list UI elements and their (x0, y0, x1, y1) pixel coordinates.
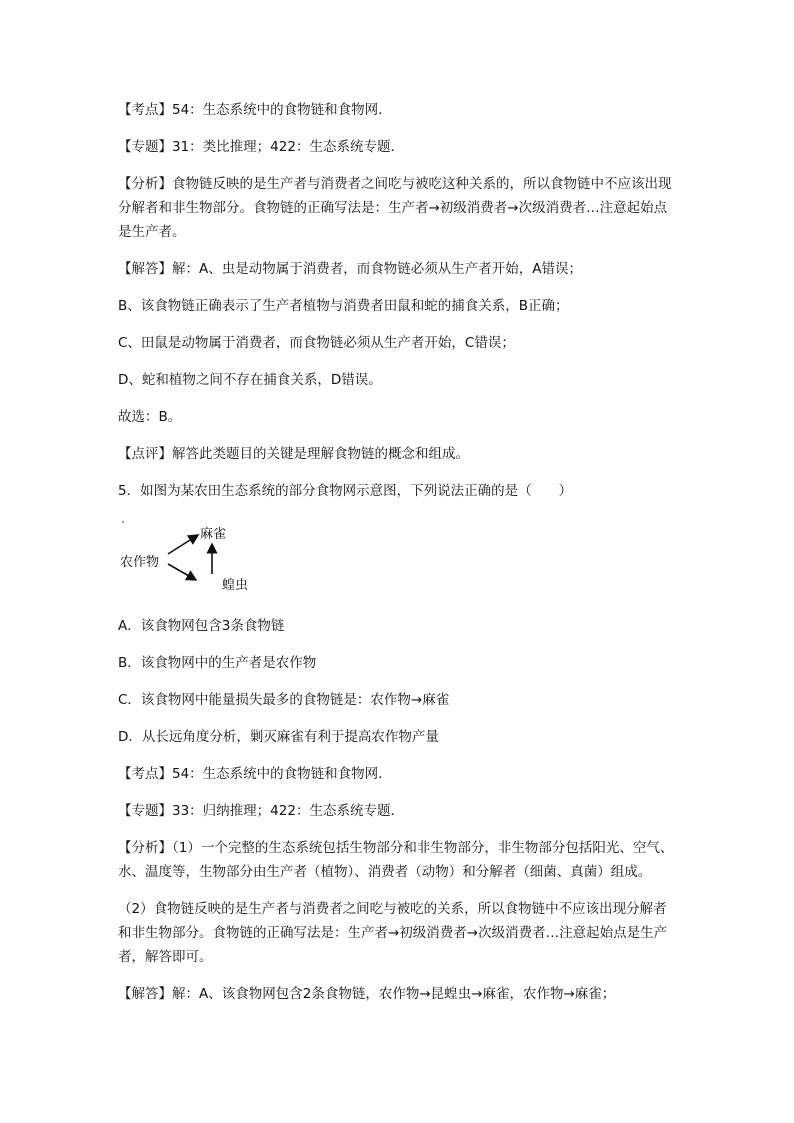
fenxi-text: 食物链反映的是生产者与消费者之间吃与被吃这种关系的，所以食物链中不应该出现分解者和非生物部分。食物链的正确写法是：生产者→初级消费者→次级消费者…注意起始点是生产者。 (118, 176, 672, 240)
option-a (118, 614, 678, 638)
food-web-svg (118, 518, 268, 598)
node-producer: 农作物 (120, 555, 160, 570)
option-a-text: A．该食物网包含3条食物链 (118, 618, 285, 634)
kaodian-paragraph (118, 98, 678, 122)
jieda-paragraph (118, 257, 678, 281)
dianping-label: 【点评】 (118, 446, 172, 462)
answer-d-text: D、蛇和植物之间不存在捕食关系，D错误。 (118, 372, 382, 388)
zhuanti-text: 31：类比推理；422：生态系统专题． (172, 139, 404, 155)
dianping-text: 解答此类题目的关键是理解食物链的概念和组成。 (172, 446, 469, 462)
answer-d-line (118, 368, 678, 392)
choice-text: 故选：B。 (118, 409, 182, 425)
food-web-diagram (118, 518, 268, 598)
fenxi-label: 【分析】 (118, 176, 172, 192)
jieda-paragraph-2 (118, 982, 678, 1006)
kaodian-label-2: 【考点】 (118, 766, 172, 782)
node-bottom: 蝗虫 (222, 578, 249, 593)
question-5-stem (118, 479, 678, 503)
jieda-label-2: 【解答】 (118, 986, 172, 1002)
arrow-producer-to-bottom (168, 564, 196, 580)
answer-b-text: B、该食物链正确表示了生产者植物与消费者田鼠和蛇的捕食关系，B正确； (118, 298, 569, 314)
option-b (118, 651, 678, 675)
arrow-producer-to-top (168, 535, 198, 554)
answer-b-line (118, 294, 678, 318)
option-c (118, 688, 678, 712)
option-d (118, 725, 678, 749)
jieda-label: 【解答】 (118, 261, 172, 277)
question-5-text: 5．如图为某农田生态系统的部分食物网示意图，下列说法正确的是（ ） (118, 483, 573, 499)
zhuanti-text-2: 33：归纳推理；422：生态系统专题． (172, 803, 404, 819)
dianping-paragraph (118, 442, 678, 466)
fenxi-text-2-part2: （2）食物链反映的是生产者与消费者之间吃与被吃的关系，所以食物链中不应该出现分解者和非生物部分。食物链的正确写法是：生产者→初级消费者→次级消费者…注意起始点是生产者，解答即可。 (118, 901, 668, 965)
option-d-text: D．从长远角度分析，剿灭麻雀有利于提高农作物产量 (118, 729, 439, 745)
zhuanti-label-2: 【专题】 (118, 803, 172, 819)
kaodian-text-2: 54：生态系统中的食物链和食物网． (172, 766, 392, 782)
zhuanti-paragraph-2 (118, 799, 678, 823)
kaodian-label: 【考点】 (118, 102, 172, 118)
fenxi-paragraph (118, 172, 678, 244)
kaodian-paragraph-2 (118, 762, 678, 786)
option-b-text: B．该食物网中的生产者是农作物 (118, 655, 317, 671)
jieda-text-2: 解：A、该食物网包含2条食物链，农作物→昆蝗虫→麻雀，农作物→麻雀； (172, 986, 616, 1002)
jieda-text: 解：A、虫是动物属于消费者，而食物链必须从生产者开始，A错误； (172, 261, 582, 277)
fenxi-text-2: （1）一个完整的生态系统包括生物部分和非生物部分，非生物部分包括阳光、空气、水、温度等，生物部分由生产者（植物）、消费者（动物）和分解者（细菌、真菌）组成。 (118, 840, 674, 880)
choice-line (118, 405, 678, 429)
answer-c-line (118, 331, 678, 355)
kaodian-text: 54：生态系统中的食物链和食物网． (172, 102, 392, 118)
fenxi-paragraph-2 (118, 836, 678, 884)
answer-c-text: C、田鼠是动物属于消费者，而食物链必须从生产者开始，C错误； (118, 335, 515, 351)
option-c-text: C．该食物网中能量损失最多的食物链是：农作物→麻雀 (118, 692, 450, 708)
node-top: 麻雀 (200, 527, 227, 542)
fenxi-paragraph-2-part2 (118, 897, 678, 969)
zhuanti-label: 【专题】 (118, 139, 172, 155)
zhuanti-paragraph (118, 135, 678, 159)
fenxi-label-2: 【分析】 (118, 840, 172, 856)
